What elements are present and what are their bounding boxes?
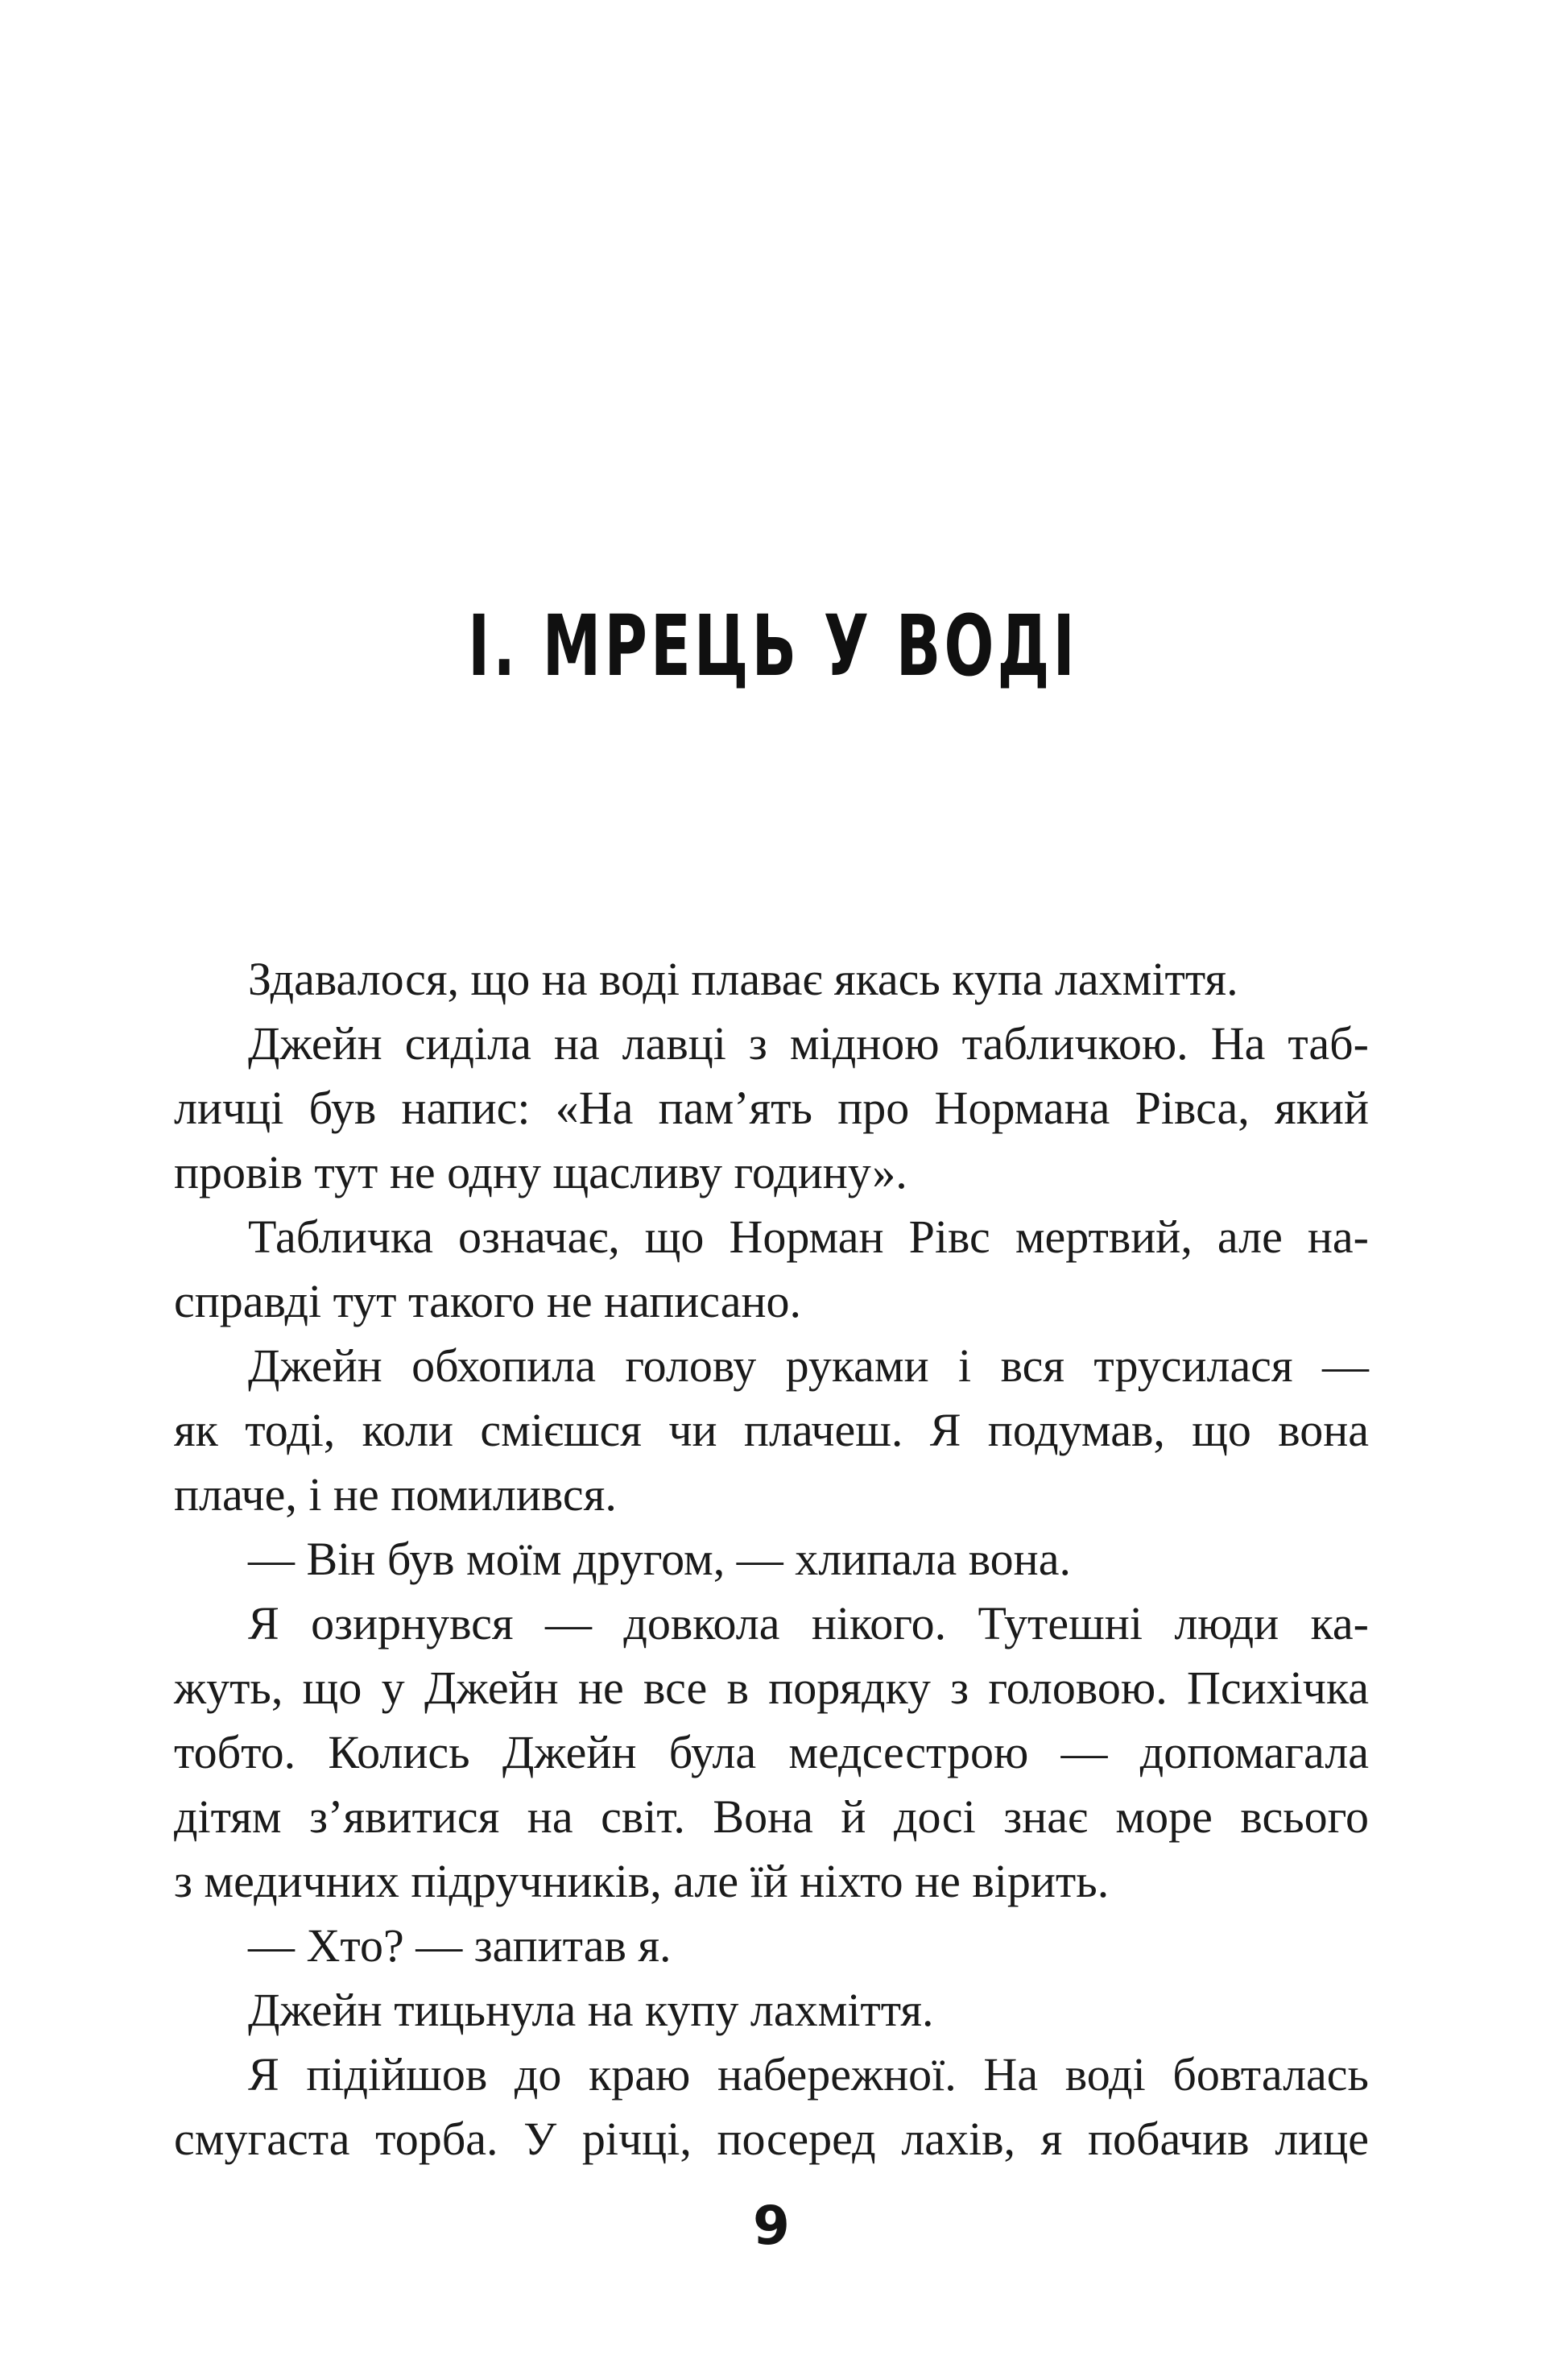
page-number: 9: [753, 2195, 790, 2257]
body-line: дітям з’явитися на світ. Вона й досі знає море всього: [174, 1790, 1369, 1843]
body-line: личці був напис: «На пам’ять про Нормана Рівса, який: [174, 1082, 1369, 1134]
body-line: Здавалося, що на воді плаває якась купа лахміття.: [248, 953, 1238, 1005]
body-line: плаче, і не помилився.: [174, 1468, 617, 1521]
body-line: Джейн тицьнула на купу лахміття.: [248, 1984, 934, 2036]
body-line: — Він був моїм другом, — хлипала вона.: [248, 1533, 1071, 1585]
body-line: Джейн обхопила голову руками і вся трусилася —: [248, 1339, 1369, 1392]
body-line: тобто. Колись Джейн була медсестрою — допомагала: [174, 1726, 1369, 1778]
body-line: Джейн сиділа на лавці з мідною табличкою. На таб-: [248, 1017, 1369, 1070]
body-line: справді тут такого не написано.: [174, 1275, 802, 1327]
body-line: як тоді, коли смієшся чи плачеш. Я подумав, що вона: [174, 1404, 1369, 1456]
body-text-block: [174, 947, 1369, 2171]
body-line: — Хто? — запитав я.: [248, 1919, 672, 1972]
body-line: жуть, що у Джейн не все в порядку з головою. Психічка: [174, 1662, 1369, 1714]
body-line: Я озирнувся — довкола нікого. Тутешні люди ка-: [248, 1597, 1369, 1649]
chapter-title: І. МРЕЦЬ У ВОДІ: [468, 597, 1078, 695]
body-line: смугаста торба. У річці, посеред лахів, я побачив лице: [174, 2113, 1369, 2165]
body-line: з медичних підручників, але їй ніхто не вірить.: [174, 1855, 1110, 1907]
body-line: Табличка означає, що Норман Рівс мертвий, але на-: [248, 1211, 1369, 1263]
body-line: провів тут не одну щасливу годину».: [174, 1146, 907, 1198]
body-line: Я підійшов до краю набережної. На воді бовталась: [248, 2048, 1369, 2101]
